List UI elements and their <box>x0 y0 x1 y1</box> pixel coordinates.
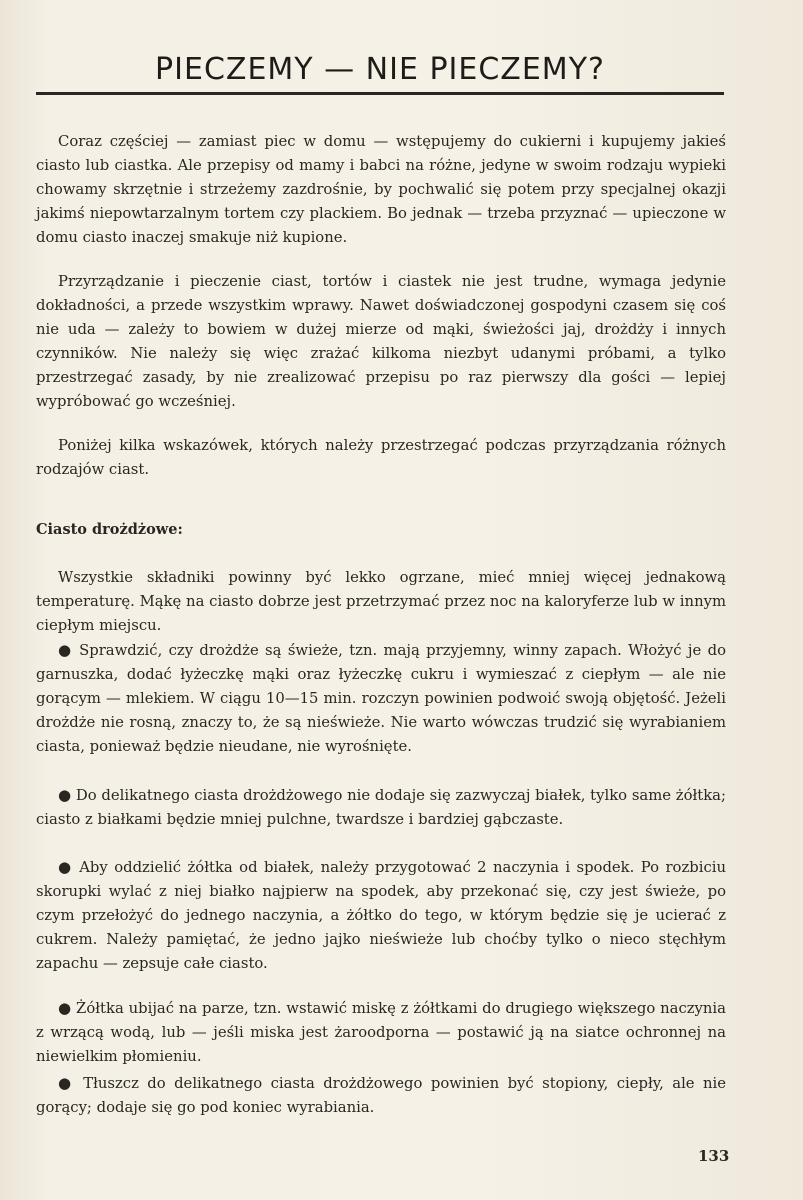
bullet-icon: ● <box>58 786 72 804</box>
tip-text: Żółtka ubijać na parze, tzn. wstawić miskę z żółtkami do drugiego większego naczynia z wrzącą wodą, lub — jeśli miska jest żaroodporna — postawić ją na siatce ochronnej na niewielkim płomieniu. <box>36 1000 726 1065</box>
bullet-icon: ● <box>58 641 73 659</box>
page-title: PIECZEMY — NIE PIECZEMY? <box>155 52 605 87</box>
bullet-icon: ● <box>58 858 73 876</box>
tip-text: Aby oddzielić żółtka od białek, należy przygotować 2 naczynia i spodek. Po rozbiciu skorupki wylać z niej białko najpierw na spodek, aby przekonać się, czy jest świeże, po czym przełożyć do jednego naczynia, a żółtko do tego, w którym będzie się je ucierać z cukrem. Należy pamiętać, że jedno jajko nieświeże lub choćby tylko o nieco stęchłym zapachu — zepsuje całe ciasto. <box>36 859 726 972</box>
page-number: 133 <box>698 1147 730 1165</box>
tip-item <box>36 783 726 832</box>
tip-text: Tłuszcz do delikatnego ciasta drożdżowego powinien być stopiony, ciepły, ale nie gorący; dodaje się go pod koniec wyrabiania. <box>36 1075 726 1116</box>
tip-item <box>36 855 726 976</box>
tip-text: Sprawdzić, czy drożdże są świeże, tzn. mają przyjemny, winny zapach. Włożyć je do garnuszka, dodać łyżeczkę mąki oraz łyżeczkę cukru i wymieszać z ciepłym — ale nie gorącym — mlekiem. W ciągu 10—15 min. rozczyn powinien podwoić swoją objętość. Jeżeli drożdże nie rosną, znaczy to, że są nieświeże. Nie warto wówczas trudzić się wyrabianiem ciasta, ponieważ będzie nieudane, nie wyrośnięte. <box>36 642 726 755</box>
bullet-icon: ● <box>58 999 72 1017</box>
tip-text: Do delikatnego ciasta drożdżowego nie dodaje się zazwyczaj białek, tylko same żółtka; ciasto z białkami będzie mniej pulchne, twardsze i bardziej gąbczaste. <box>36 787 726 828</box>
tip-item <box>36 996 726 1069</box>
intro-paragraph-1: Coraz częściej — zamiast piec w domu — wstępujemy do cukierni i kupujemy jakieś ciasto lub ciastka. Ale przepisy od mamy i babci na różne, jedyne w swoim rodzaju wypieki chowamy skrzętnie i strzeżemy zazdrośnie, by pochwalić się potem przy specjalnej okazji jakimś niepowtarzalnym tortem czy plackiem. Bo jednak — trzeba przyznać — upieczone w domu ciasto inaczej smakuje niż kupione. <box>36 133 726 246</box>
bullet-icon: ● <box>58 1074 75 1092</box>
intro-paragraph-3: Poniżej kilka wskazówek, których należy przestrzegać podczas przyrządzania różnych rodzajów ciast. <box>36 437 726 478</box>
title-rule <box>36 92 724 95</box>
tip-item <box>36 638 726 759</box>
section-heading: Ciasto drożdżowe: <box>36 521 183 538</box>
intro-paragraph-2: Przyrządzanie i pieczenie ciast, tortów i ciastek nie jest trudne, wymaga jedynie dokładności, a przede wszystkim wprawy. Nawet doświadczonej gospodyni czasem się coś nie uda — zależy to bowiem w dużej mierze od mąki, świeżości jaj, drożdży i innych czynników. Nie należy się więc zrażać kilkoma niezbyt udanymi próbami, a tylko przestrzegać zasady, by nie zrealizować przepisu po raz pierwszy dla gości — lepiej wypróbować go wcześniej. <box>36 273 726 410</box>
section-paragraph-1: Wszystkie składniki powinny być lekko ogrzane, mieć mniej więcej jednakową temperaturę. Mąkę na ciasto dobrze jest przetrzymać przez noc na kaloryferze lub w innym ciepłym miejscu. <box>36 569 726 634</box>
tip-item <box>36 1071 726 1120</box>
